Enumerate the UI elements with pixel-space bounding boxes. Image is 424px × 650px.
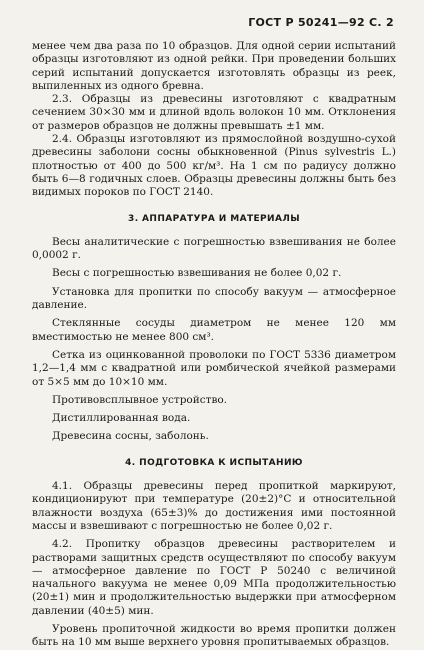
section-3-heading: 3. АППАРАТУРА И МАТЕРИАЛЫ (128, 213, 300, 224)
equipment-item-5: Сетка из оцинкованной проволоки по ГОСТ 5336 диаметром 1,2—1,4 мм с квадратной или ромбической ячейкой размерами от 5×5 мм до 10×10 мм. (32, 348, 396, 388)
section-4-heading: 4. ПОДГОТОВКА К ИСПЫТАНИЮ (125, 457, 303, 468)
equipment-item-2: Весы с погрешностью взвешивания не более 0,02 г. (52, 267, 342, 280)
paragraph-liquid-level: Уровень пропиточной жидкости во время пропитки должен быть на 10 мм выше верхнего уровня пропитываемых образцов. (32, 622, 396, 649)
page-header: ГОСТ Р 50241—92 С. 2 (248, 16, 394, 29)
equipment-item-6: Противовсплывное устройство. (52, 393, 228, 406)
paragraph-4-1: 4.1. Образцы древесины перед пропиткой маркируют, кондиционируют при температуре (20±2)°С и относительной влажности воздуха (65±3)% до достижения ими постоянной массы и взвешивают с погрешностью не более 0,02 г. (32, 480, 396, 532)
paragraph-4-2: 4.2. Пропитку образцов древесины растворителем и растворами защитных средств осуществляют по способу вакуум — атмосферное давление по ГОСТ Р 50240 с величиной начального вакуума не менее 0,09 МПа продолжительностью (20±1) мин и продолжительностью выдержки при атмосферном давлении (40±5) мин. (32, 538, 396, 617)
equipment-item-3: Установка для пропитки по способу вакуум — атмосферное давление. (32, 285, 396, 312)
equipment-item-8: Древесина сосны, заболонь. (52, 430, 209, 443)
paragraph-2-3: 2.3. Образцы из древесины изготовляют с квадратным сечением 30×30 мм и длиной вдоль волокон 10 мм. Отклонения от размеров образцов не должны превышать ±1 мм. (32, 93, 396, 132)
equipment-item-7: Дистиллированная вода. (52, 412, 191, 425)
paragraph-2-4: 2.4. Образцы изготовляют из прямослойной воздушно-сухой древесины заболони сосны обыкновенной (Pinus sylvestris L.) плотностью от 400 до 500 кг/м³. На 1 см по радиусу должно быть 6—8 годичных слоев. Образцы древесины должны быть без видимых пороков по ГОСТ 2140. (32, 133, 396, 199)
equipment-item-1: Весы аналитические с погрешностью взвешивания не более 0,0002 г. (32, 235, 396, 262)
document-body (32, 40, 396, 650)
equipment-item-4: Стеклянные сосуды диаметром не менее 120 мм вместимостью не менее 800 см³. (32, 317, 396, 343)
paragraph-2-2-continued: менее чем два раза по 10 образцов. Для одной серии испытаний образцы изготовляют из одной рейки. При проведении больших серий испытаний допускается изготовлять образцы из реек, выпиленных из одного бревна. (32, 40, 396, 92)
